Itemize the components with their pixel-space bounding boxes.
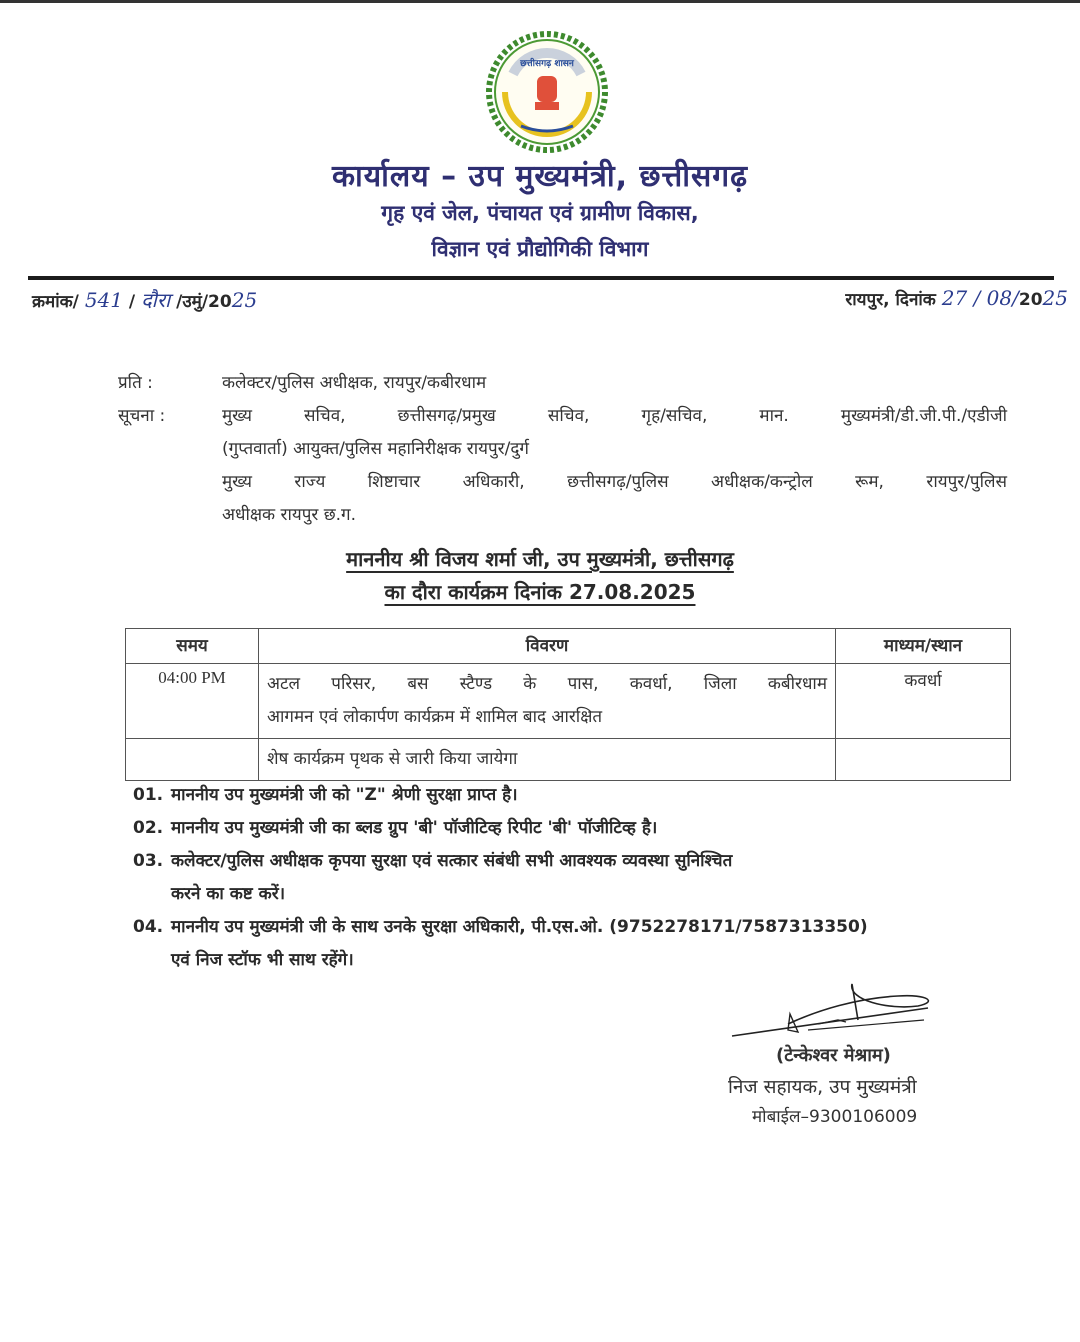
departments-line1: गृह एवं जेल, पंचायत एवं ग्रामीण विकास,: [381, 201, 699, 225]
place-date: [845, 286, 1068, 310]
signature-icon: [728, 980, 948, 1042]
row-details: [259, 664, 836, 739]
reference-suffix: /उमुं/20: [176, 292, 232, 312]
row-time: [126, 739, 259, 781]
reference-category: दौरा: [141, 288, 171, 312]
row-location: [836, 739, 1011, 781]
row-time: 04:00 PM: [126, 664, 259, 739]
table-row: [126, 664, 1011, 739]
addressee-to: [118, 370, 486, 393]
info-line: मुख्य राज्य शिष्टाचार अधिकारी, छत्तीसगढ़/पुलिस अधीक्षक/कन्ट्रोल रूम, रायपुर/पुलिस: [222, 472, 1007, 492]
table-header-row: [126, 629, 1011, 664]
schedule-table: [125, 628, 1011, 781]
top-border: [0, 0, 1080, 3]
note-continuation: एवं निज स्टॉफ भी साथ रहेंगे।: [171, 950, 354, 970]
header-rule: [28, 276, 1054, 280]
reference-separator: /: [128, 292, 142, 312]
date-handwritten: 27 / 08/: [941, 286, 1019, 310]
reference-year-hand: 25: [231, 288, 258, 312]
signatory-name: (टेन्केश्वर मेश्राम): [776, 1045, 891, 1066]
row-location: कवर्धा: [836, 664, 1011, 739]
note-number: 03.: [133, 851, 164, 871]
row-details-line1: अटल परिसर, बस स्टैण्ड के पास, कवर्धा, जिला कबीरधाम: [267, 674, 827, 694]
place-date-label: रायपुर, दिनांक: [845, 290, 942, 310]
office-title: कार्यालय – उप मुख्यमंत्री, छत्तीसगढ़: [331, 159, 749, 194]
note-item: [133, 848, 732, 871]
header-location: माध्यम/स्थान: [836, 629, 1011, 664]
note-item: [133, 782, 518, 805]
subject-line1-text: माननीय श्री विजय शर्मा जी, उप मुख्यमंत्री, छत्तीसगढ़: [346, 547, 734, 571]
header-time: समय: [126, 629, 259, 664]
note-text: माननीय उप मुख्यमंत्री जी के साथ उनके सुरक्षा अधिकारी, पी.एस.ओ. (9752278171/7587313350): [171, 917, 868, 937]
reference-prefix: क्रमांक/: [32, 292, 79, 312]
info-line: अधीक्षक रायपुर छ.ग.: [222, 505, 357, 525]
to-value: कलेक्टर/पुलिस अधीक्षक, रायपुर/कबीरधाम: [222, 373, 487, 393]
departments-line2: विज्ञान एवं प्रौद्योगिकी विभाग: [431, 237, 649, 261]
info-line: (गुप्तवार्ता) आयुक्त/पुलिस महानिरीक्षक रायपुर/दुर्ग: [222, 439, 529, 459]
note-continuation: करने का कष्ट करें।: [171, 884, 286, 904]
subject-line2-text: का दौरा कार्यक्रम दिनांक 27.08.2025: [384, 580, 696, 604]
to-label: प्रति :: [118, 373, 153, 393]
row-details-line2: आगमन एवं लोकार्पण कार्यक्रम में शामिल बाद आरक्षित: [267, 707, 603, 727]
reference-handwritten-number: 541: [84, 288, 123, 312]
subject-line1: [0, 545, 1080, 572]
signatory-mobile: मोबाईल–9300106009: [752, 1107, 918, 1127]
note-number: 01.: [133, 785, 164, 805]
reference-number: [32, 286, 257, 313]
note-number: 04.: [133, 917, 164, 937]
emblem-text: छत्तीसगढ़ शासन: [520, 59, 574, 69]
info-label-row: [118, 403, 222, 426]
info-label: सूचना :: [118, 406, 166, 426]
note-number: 02.: [133, 818, 164, 838]
note-text: माननीय उप मुख्यमंत्री जी को "Z" श्रेणी सुरक्षा प्राप्त है।: [171, 785, 518, 805]
note-text: कलेक्टर/पुलिस अधीक्षक कृपया सुरक्षा एवं सत्कार संबंधी सभी आवश्यक व्यवस्था सुनिश्चित: [171, 851, 733, 871]
header-details: विवरण: [259, 629, 836, 664]
chhattisgarh-emblem-icon: [485, 30, 609, 154]
date-year-hand: 25: [1042, 286, 1068, 310]
note-item: [133, 914, 868, 937]
info-line: मुख्य सचिव, छत्तीसगढ़/प्रमुख सचिव, गृह/सचिव, मान. मुख्यमंत्री/डी.जी.पी./एडीजी: [222, 406, 1007, 426]
row-details: शेष कार्यक्रम पृथक से जारी किया जायेगा: [259, 739, 836, 781]
date-year-print: 20: [1018, 290, 1043, 310]
subject-line2: [0, 578, 1080, 605]
signatory-designation: निज सहायक, उप मुख्यमंत्री: [728, 1076, 917, 1098]
table-row: [126, 739, 1011, 781]
note-item: [133, 815, 657, 838]
note-text: माननीय उप मुख्यमंत्री जी का ब्लड ग्रुप 'बी' पॉजीटिव्ह रिपीट 'बी' पॉजीटिव्ह है।: [171, 818, 658, 838]
